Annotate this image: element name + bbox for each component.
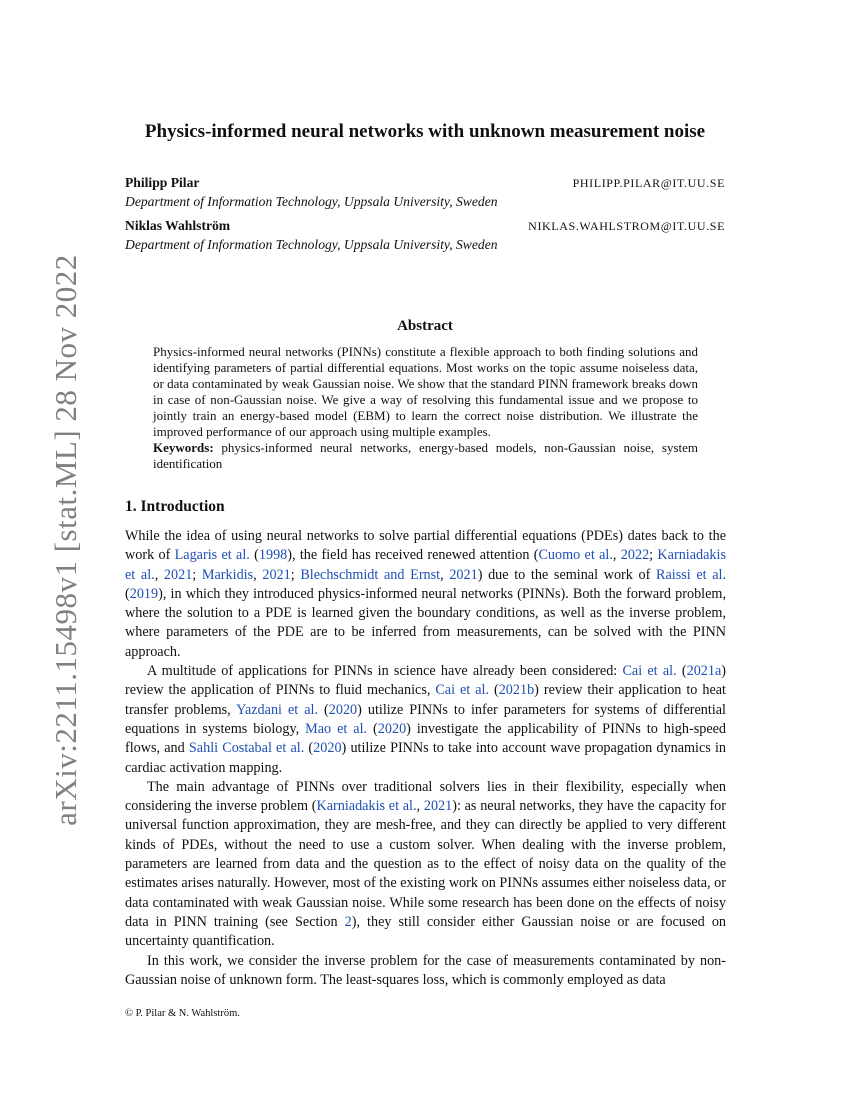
- citation-link[interactable]: Markidis: [201, 566, 254, 583]
- citation-link[interactable]: Sahli Costabal et al.: [188, 740, 305, 757]
- abstract-heading: Abstract: [397, 318, 453, 334]
- author-name: Niklas Wahlström: [125, 218, 231, 233]
- section-body: [125, 527, 726, 990]
- abstract-body: [153, 344, 698, 472]
- citation-link[interactable]: 2021: [163, 566, 193, 583]
- section-heading: 1. Introduction: [125, 498, 225, 515]
- paper-title: Physics-informed neural networks with unknown measurement noise: [144, 121, 706, 142]
- citation-link[interactable]: Karniadakis et al.: [316, 798, 417, 815]
- citation-link[interactable]: Lagaris et al.: [174, 547, 250, 564]
- citation-link[interactable]: Karniadakis et al.: [125, 547, 726, 583]
- citation-link[interactable]: 2019: [129, 585, 159, 602]
- citation-link[interactable]: 1998: [258, 547, 288, 564]
- citation-link[interactable]: 2021: [262, 566, 291, 583]
- paragraph: The main advantage of PINNs over traditional solvers lies in their flexibility, especially when considering the inverse problem (Karniadakis et al., 2021): as neural networks, they have the capacity for universal function approximation, they are mesh-free, and they can directly be applied to very different kinds of PDEs, without the need to use a custom solver. When dealing with the inverse problem, parameters are learned from data and the question as to the effect of noisy data on the quality of the estimates arises naturally. However, most of the existing work on PINNs assumes either noiseless data, or data contaminated with weak Gaussian noise. While some research has been done on the effects of noisy data in PINN training (see Section 2), they still consider either Gaussian noise or are focused on uncertainty quantification.: [125, 778, 727, 950]
- paragraph: In this work, we consider the inverse problem for the case of measurements contaminated by non-Gaussian noise of unknown form. The least-squares loss, which is commonly employed as data: [125, 952, 726, 988]
- citation-link[interactable]: Cai et al.: [622, 663, 677, 680]
- citation-link[interactable]: 2: [344, 913, 352, 930]
- author-email[interactable]: PHILIPP.PILAR@IT.UU.SE: [572, 176, 725, 190]
- author-block: [125, 218, 725, 253]
- arxiv-identifier: arXiv:2211.15498v1 [stat.ML] 28 Nov 2022: [48, 254, 83, 826]
- copyright-footer: © P. Pilar & N. Wahlström.: [125, 1008, 240, 1019]
- author-affiliation: Department of Information Technology, Uppsala University, Sweden: [125, 237, 498, 252]
- author-name: Philipp Pilar: [125, 175, 200, 190]
- citation-link[interactable]: 2020: [313, 740, 342, 757]
- keywords: [153, 440, 698, 472]
- citation-link[interactable]: 2020: [377, 720, 407, 737]
- citation-link[interactable]: 2021: [423, 798, 453, 815]
- author-email[interactable]: NIKLAS.WAHLSTROM@IT.UU.SE: [528, 219, 725, 233]
- citation-link[interactable]: Yazdani et al.: [236, 701, 319, 718]
- paragraph: A multitude of applications for PINNs in science have already been considered: Cai et al. (2021a) review the application of PINNs to fluid mechanics, Cai et al. (2021b) review their application to heat transfer problems, Yazdani et al. (2020) utilize PINNs to infer parameters for systems of differential equations in systems biology, Mao et al. (2020) investigate the applicability of PINNs to high-speed flows, and Sahli Costabal et al. (2020) utilize PINNs to take into account wave propagation dynamics in cardiac activation mapping.: [125, 663, 727, 776]
- paragraph: While the idea of using neural networks to solve partial differential equations (PDEs) dates back to the work of Lagaris et al. (1998), the field has received renewed attention (Cuomo et al., 2022; Karniadakis et al., 2021; Markidis, 2021; Blechschmidt and Ernst, 2021) due to the seminal work of Raissi et al. (2019), in which they introduced physics-informed neural networks (PINNs). Both the forward problem, where the solution to a PDE is learned given the boundary conditions, as well as the inverse problem, where parameters of the PDE are to be inferred from measurements, can be solved with the PINN approach.: [125, 528, 727, 660]
- citation-link[interactable]: 2020: [328, 701, 358, 718]
- citation-link[interactable]: 2021b: [498, 682, 535, 699]
- citation-link[interactable]: 2022: [620, 547, 650, 564]
- citation-link[interactable]: Mao et al.: [305, 720, 368, 737]
- keywords-label: Keywords:: [153, 440, 214, 455]
- keywords-list: physics-informed neural networks, energy-based models, non-Gaussian noise, system identification: [153, 440, 699, 471]
- citation-link[interactable]: Cai et al.: [435, 682, 489, 699]
- author-block: [125, 175, 725, 210]
- citation-link[interactable]: 2021a: [686, 663, 722, 680]
- citation-link[interactable]: Blechschmidt and Ernst: [300, 566, 441, 583]
- citation-link[interactable]: Cuomo et al.: [538, 547, 613, 564]
- citation-link[interactable]: 2021: [449, 566, 478, 583]
- citation-link[interactable]: Raissi et al.: [656, 566, 727, 583]
- abstract-text: Physics-informed neural networks (PINNs) constitute a flexible approach to both finding solutions and identifying parameters of partial differential equations. Most works on the topic assume noiseless data, or data contaminated by weak Gaussian noise. We show that the standard PINN framework breaks down in case of non-Gaussian noise. We give a way of resolving this fundamental issue and we propose to jointly train an energy-based model (EBM) to learn the correct noise distribution. We illustrate the improved performance of our approach using multiple examples.: [153, 344, 698, 439]
- author-affiliation: Department of Information Technology, Uppsala University, Sweden: [125, 194, 498, 209]
